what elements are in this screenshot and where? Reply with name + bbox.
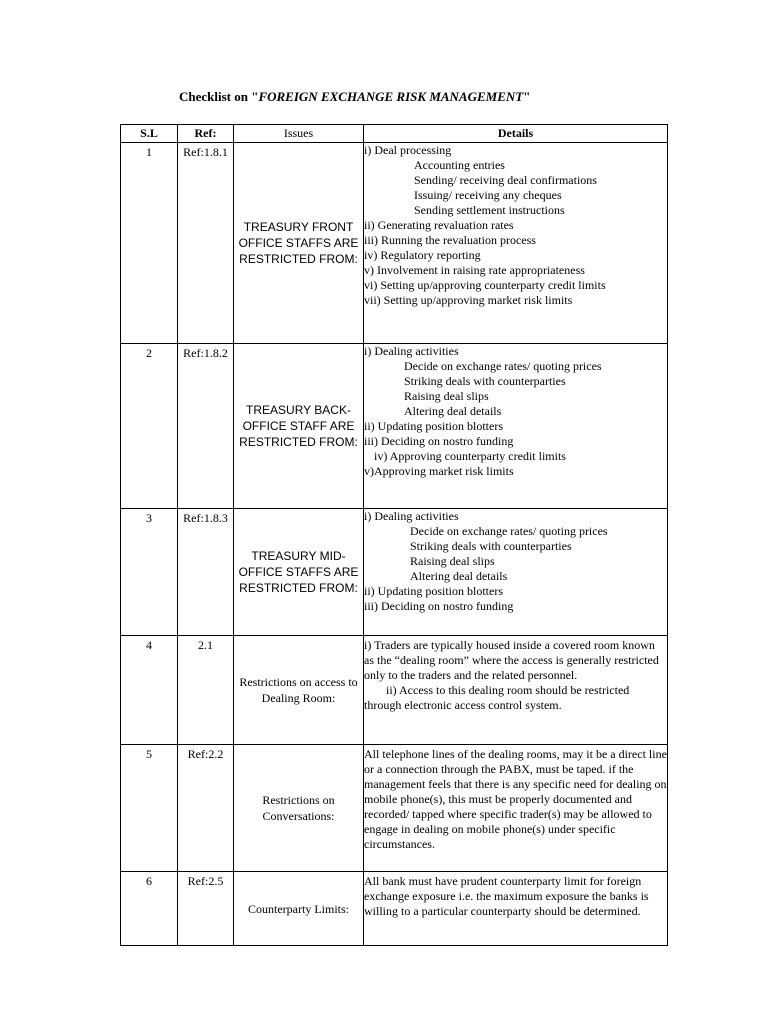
sl-cell: 1 <box>121 143 178 344</box>
ref-cell: Ref:1.8.2 <box>178 344 234 509</box>
detail-line: Raising deal slips <box>410 554 495 568</box>
detail-line: vii) Setting up/approving market risk limits <box>364 293 573 307</box>
detail-line: i) Deal processing <box>364 143 452 157</box>
detail-line: iv) Regulatory reporting <box>364 248 481 262</box>
table-row <box>121 344 668 509</box>
detail-line: i) Dealing activities <box>364 344 459 358</box>
sl-cell: 2 <box>121 344 178 509</box>
detail-line: iv) Approving counterparty credit limits <box>374 449 566 463</box>
sl-cell: 5 <box>121 745 178 872</box>
detail-paragraph: All bank must have prudent counterparty limit for foreign exchange exposure i.e. the maximum exposure the banks is willing to a particular counterparty should be determined. <box>364 874 649 918</box>
sl-cell: 6 <box>121 872 178 946</box>
issue-cell: Restrictions on access to Dealing Room: <box>234 636 364 745</box>
detail-line: Decide on exchange rates/ quoting prices <box>404 359 602 373</box>
issue-cell: TREASURY FRONT OFFICE STAFFS ARE RESTRICTED FROM: <box>234 143 364 344</box>
header-issues: Issues <box>234 125 364 143</box>
detail-line: Sending settlement instructions <box>414 203 565 217</box>
detail-line: v) Involvement in raising rate appropriateness <box>364 263 585 277</box>
detail-line: Decide on exchange rates/ quoting prices <box>410 524 608 538</box>
details-cell <box>364 143 668 344</box>
details-cell <box>364 509 668 636</box>
detail-line: iii) Deciding on nostro funding <box>364 434 514 448</box>
detail-line: iii) Deciding on nostro funding <box>364 599 514 613</box>
detail-line: i) Dealing activities <box>364 509 459 523</box>
ref-cell: Ref:1.8.3 <box>178 509 234 636</box>
table-row <box>121 745 668 872</box>
ref-cell: Ref:2.2 <box>178 745 234 872</box>
ref-cell: Ref:1.8.1 <box>178 143 234 344</box>
details-cell <box>364 872 668 946</box>
details-cell <box>364 344 668 509</box>
detail-line: Altering deal details <box>410 569 508 583</box>
ref-cell: 2.1 <box>178 636 234 745</box>
checklist-table <box>120 124 668 946</box>
detail-line: Accounting entries <box>414 158 505 172</box>
detail-line: Raising deal slips <box>404 389 489 403</box>
header-details: Details <box>364 125 668 143</box>
detail-line: ii) Updating position blotters <box>364 584 503 598</box>
issue-cell: TREASURY BACK-OFFICE STAFF ARE RESTRICTED FROM: <box>234 344 364 509</box>
detail-line: Striking deals with counterparties <box>404 374 566 388</box>
header-ref: Ref: <box>178 125 234 143</box>
detail-line: Issuing/ receiving any cheques <box>414 188 562 202</box>
detail-line: Altering deal details <box>404 404 502 418</box>
details-cell <box>364 745 668 872</box>
sl-cell: 4 <box>121 636 178 745</box>
document-title: Checklist on "FOREIGN EXCHANGE RISK MANAGEMENT" <box>179 89 531 104</box>
table-row <box>121 636 668 745</box>
table-row <box>121 143 668 344</box>
detail-paragraph: ii) Access to this dealing room should be restricted through electronic access control system. <box>364 683 630 712</box>
detail-line: v)Approving market risk limits <box>364 464 514 478</box>
detail-paragraph: All telephone lines of the dealing rooms, may it be a direct line or a connection through the PABX, must be taped. if the management feels that there is any specific need for dealing on mobile phone(s), this must be properly documented and recorded/ tapped where specific trader(s) may be allowed to engage in dealing on mobile phone(s) under specific circumstances. <box>364 747 667 851</box>
issue-cell: TREASURY MID-OFFICE STAFFS ARE RESTRICTED FROM: <box>234 509 364 636</box>
issue-cell: Counterparty Limits: <box>234 872 364 946</box>
issue-cell: Restrictions on Conversations: <box>234 745 364 872</box>
detail-line: Sending/ receiving deal confirmations <box>414 173 597 187</box>
detail-line: ii) Generating revaluation rates <box>364 218 514 232</box>
table-row <box>121 509 668 636</box>
header-row <box>121 125 668 143</box>
detail-line: iii) Running the revaluation process <box>364 233 536 247</box>
header-sl: S.L <box>121 125 178 143</box>
detail-paragraph: i) Traders are typically housed inside a covered room known as the “dealing room” where the access is generally restricted only to the traders and the related personnel. <box>364 638 659 682</box>
table-row <box>121 872 668 946</box>
detail-line: Striking deals with counterparties <box>410 539 572 553</box>
detail-line: ii) Updating position blotters <box>364 419 503 433</box>
ref-cell: Ref:2.5 <box>178 872 234 946</box>
sl-cell: 3 <box>121 509 178 636</box>
detail-line: vi) Setting up/approving counterparty credit limits <box>364 278 606 292</box>
details-cell <box>364 636 668 745</box>
